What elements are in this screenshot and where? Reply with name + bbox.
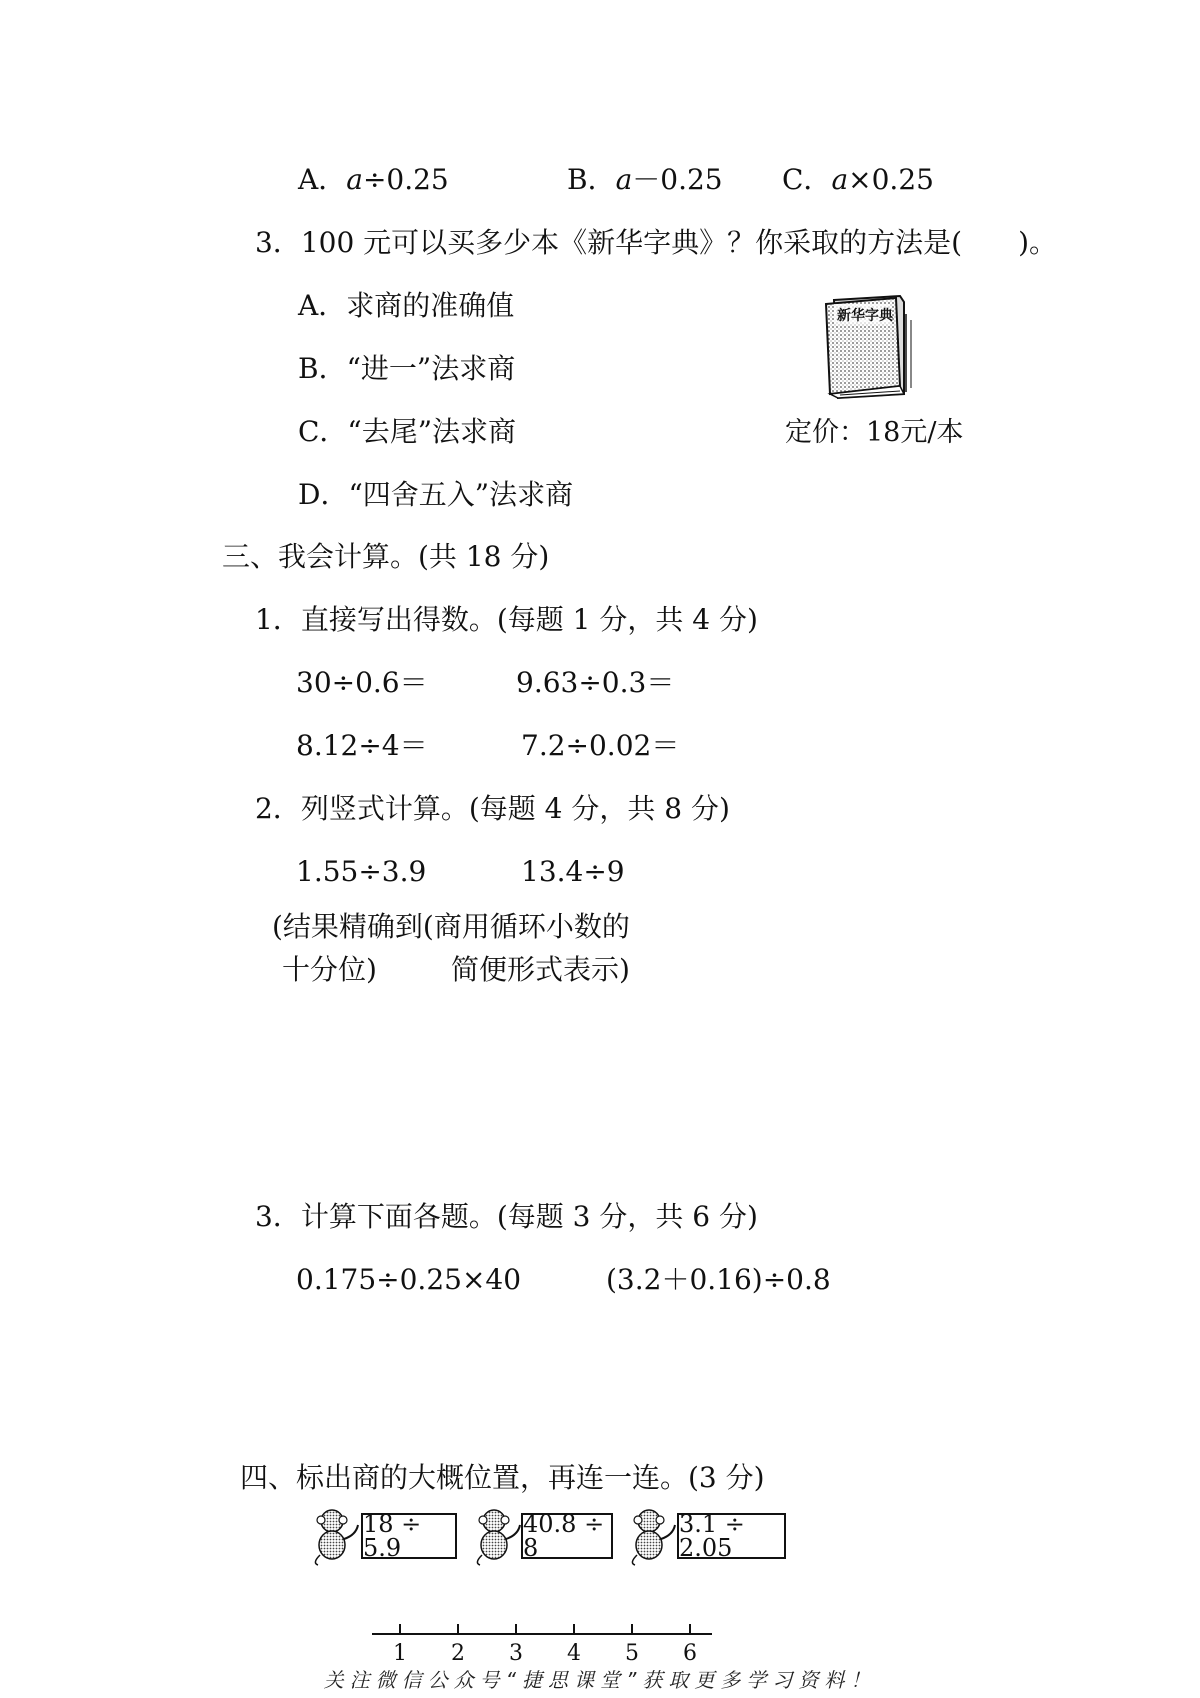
q3-option-b: B．“进一”法求商	[298, 352, 516, 385]
number-line-label: 6	[683, 1641, 697, 1666]
division-problem-card[interactable]: 3.1 ÷ 2.05	[677, 1513, 786, 1559]
monkey-icon	[625, 1505, 677, 1567]
variable-a: a	[615, 163, 633, 196]
option-expression: ×0.25	[848, 163, 934, 196]
book-title: 新华字典	[837, 308, 893, 324]
q2-option-c	[782, 163, 934, 196]
footer-note: 关注微信公众号“捷思课堂”获取更多学习资料！	[323, 1668, 877, 1692]
calc-item: 30÷0.6＝	[296, 666, 428, 699]
q2-option-a	[298, 163, 449, 196]
vertical-calc-note-line2a: 十分位)	[282, 953, 377, 986]
vertical-calc-item: 1.55÷3.9	[296, 855, 427, 888]
dictionary-book-illustration	[820, 294, 920, 404]
q3-option-c: C．“去尾”法求商	[298, 415, 517, 448]
number-line-label: 1	[393, 1641, 407, 1666]
number-line-label: 5	[625, 1641, 639, 1666]
option-expression: －0.25	[632, 163, 723, 196]
option-letter: C．	[782, 163, 832, 196]
division-problem-card[interactable]: 40.8 ÷ 8	[521, 1513, 613, 1559]
vertical-calc-note-line2b: 简便形式表示)	[451, 953, 630, 986]
variable-a: a	[831, 163, 849, 196]
division-problem-card[interactable]: 18 ÷ 5.9	[361, 1513, 457, 1559]
section3-title: 三、我会计算。(共 18 分)	[222, 540, 550, 573]
q3-option-a: A．求商的准确值	[298, 289, 515, 322]
option-letter: B．	[567, 163, 616, 196]
number-line-label: 4	[567, 1641, 581, 1666]
q3-option-d: D．“四舍五入”法求商	[298, 478, 574, 511]
vertical-calc-note-line1: (结果精确到(商用循环小数的	[272, 910, 630, 943]
vertical-calc-item: 13.4÷9	[521, 855, 625, 888]
section3-q1-title: 1．直接写出得数。(每题 1 分，共 4 分)	[255, 603, 758, 636]
number-line-label: 3	[509, 1641, 523, 1666]
calc-item: 0.175÷0.25×40	[296, 1263, 522, 1296]
calc-item: 7.2÷0.02＝	[521, 729, 680, 762]
calc-item: (3.2＋0.16)÷0.8	[606, 1263, 831, 1296]
variable-a: a	[346, 163, 363, 196]
number-line-label: 2	[451, 1641, 465, 1666]
book-price: 定价：18元/本	[785, 417, 964, 448]
q2-option-b	[567, 163, 723, 196]
monkey-icon	[308, 1505, 360, 1567]
section4-title: 四、标出商的大概位置，再连一连。(3 分)	[240, 1461, 765, 1494]
q3-stem: 3．100 元可以买多少本《新华字典》？你采取的方法是( )。	[255, 226, 1058, 259]
section3-q3-title: 3．计算下面各题。(每题 3 分，共 6 分)	[255, 1200, 758, 1233]
calc-item: 8.12÷4＝	[296, 729, 428, 762]
monkey-icon	[470, 1505, 522, 1567]
option-letter: A．	[298, 163, 347, 196]
calc-item: 9.63÷0.3＝	[516, 666, 675, 699]
section3-q2-title: 2．列竖式计算。(每题 4 分，共 8 分)	[255, 792, 730, 825]
book-icon	[820, 294, 920, 404]
option-expression: ÷0.25	[362, 163, 449, 196]
